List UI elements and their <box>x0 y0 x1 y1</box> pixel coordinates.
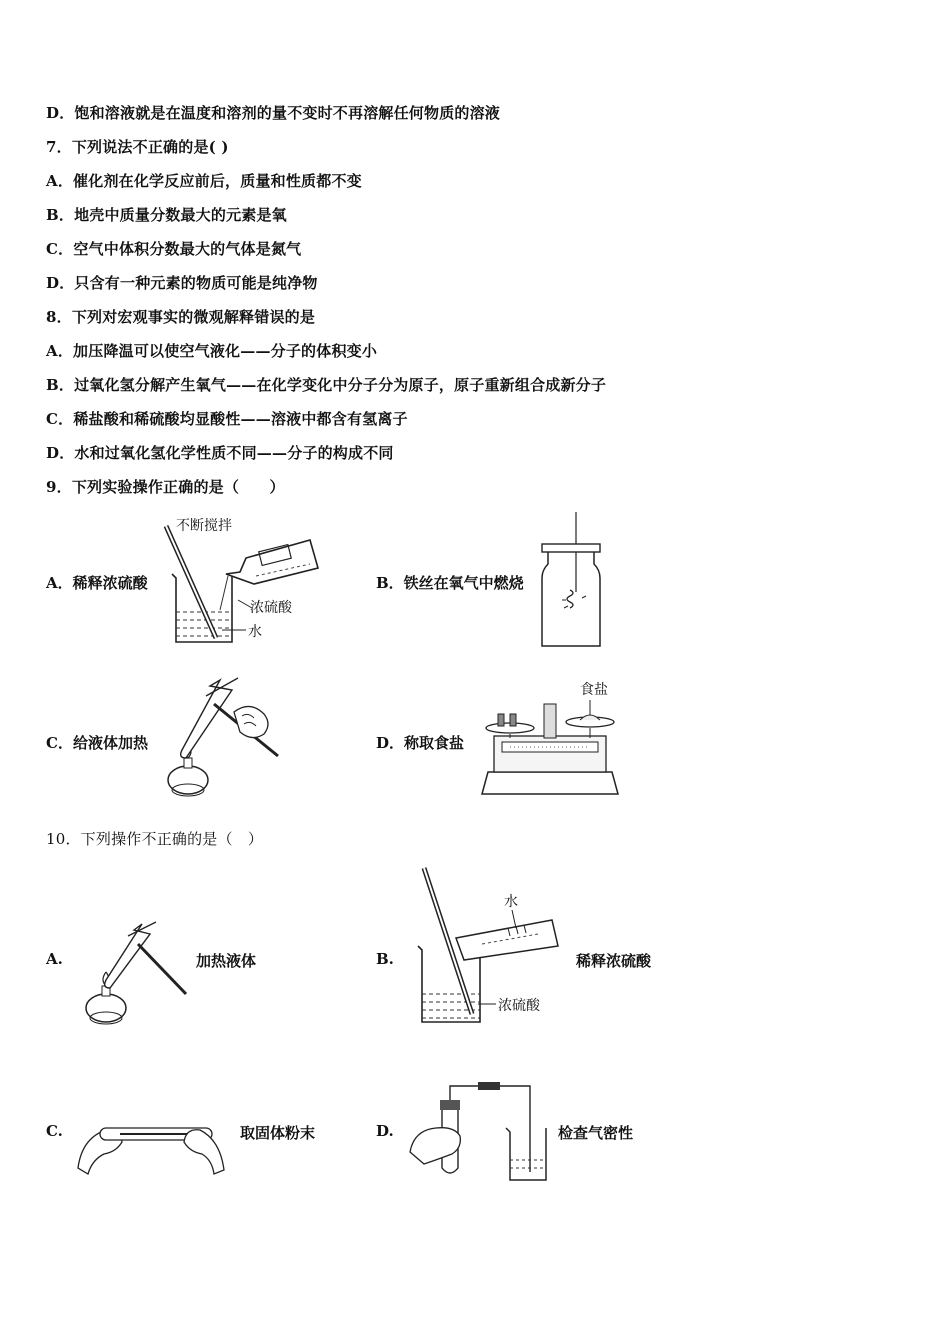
acid-label-q10: 浓硫酸 <box>498 998 540 1014</box>
q7-stem: 7．下列说法不正确的是( ) <box>46 138 229 156</box>
q7-option-c: C．空气中体积分数最大的气体是氮气 <box>46 240 302 258</box>
q9-stem: 9．下列实验操作正确的是（ ） <box>46 478 285 496</box>
q9-dilute-acid-figure <box>160 512 340 652</box>
water-label: 水 <box>248 624 262 640</box>
q9-option-a-text: A．稀释浓硫酸 <box>46 574 148 592</box>
q7-option-d: D．只含有一种元素的物质可能是纯净物 <box>46 274 318 292</box>
q7-option-a: A．催化剂在化学反应前后，质量和性质都不变 <box>46 172 362 190</box>
water-label-q10: 水 <box>504 894 518 910</box>
q8-option-b: B．过氧化氢分解产生氧气——在化学变化中分子分为原子，原子重新组合成新分子 <box>46 376 607 394</box>
q9-option-d-text: D．称取食盐 <box>376 734 465 752</box>
q10-option-d-caption: 检查气密性 <box>558 1124 634 1142</box>
q9-option-c-text: C．给液体加热 <box>46 734 148 752</box>
q8-stem: 8．下列对宏观事实的微观解释错误的是 <box>46 308 316 326</box>
q7-option-b: B．地壳中质量分数最大的元素是氧 <box>46 206 287 224</box>
salt-label: 食盐 <box>580 682 608 698</box>
q10-option-d-letter: D. <box>376 1122 394 1140</box>
q9-option-b-text: B．铁丝在氧气中燃烧 <box>376 574 524 592</box>
q10-heat-liquid-figure <box>76 920 196 1030</box>
q10-dilute-acid-figure <box>412 862 572 1028</box>
q10-option-b-caption: 稀释浓硫酸 <box>576 952 652 970</box>
airtightness-figure <box>406 1074 556 1184</box>
q8-option-d: D．水和过氧化氢化学性质不同——分子的构成不同 <box>46 444 394 462</box>
balance-figure <box>480 676 620 800</box>
q10-option-c-letter: C. <box>46 1122 63 1140</box>
q8-option-a: A．加压降温可以使空气液化——分子的体积变小 <box>46 342 378 360</box>
acid-label: 浓硫酸 <box>250 600 292 616</box>
stir-label: 不断搅拌 <box>176 518 232 534</box>
iron-burning-figure <box>538 512 608 652</box>
q10-option-a-caption: 加热液体 <box>196 952 257 970</box>
q10-stem: 10．下列操作不正确的是（ ） <box>46 830 264 848</box>
q10-option-a-letter: A. <box>46 950 63 968</box>
solid-powder-figure <box>76 1108 226 1178</box>
heat-liquid-figure <box>160 678 290 802</box>
q6-option-d: D．饱和溶液就是在温度和溶剂的量不变时不再溶解任何物质的溶液 <box>46 104 501 122</box>
q8-option-c: C．稀盐酸和稀硫酸均显酸性——溶液中都含有氢离子 <box>46 410 408 428</box>
q10-option-b-letter: B. <box>376 950 394 968</box>
q10-option-c-caption: 取固体粉末 <box>240 1124 316 1142</box>
